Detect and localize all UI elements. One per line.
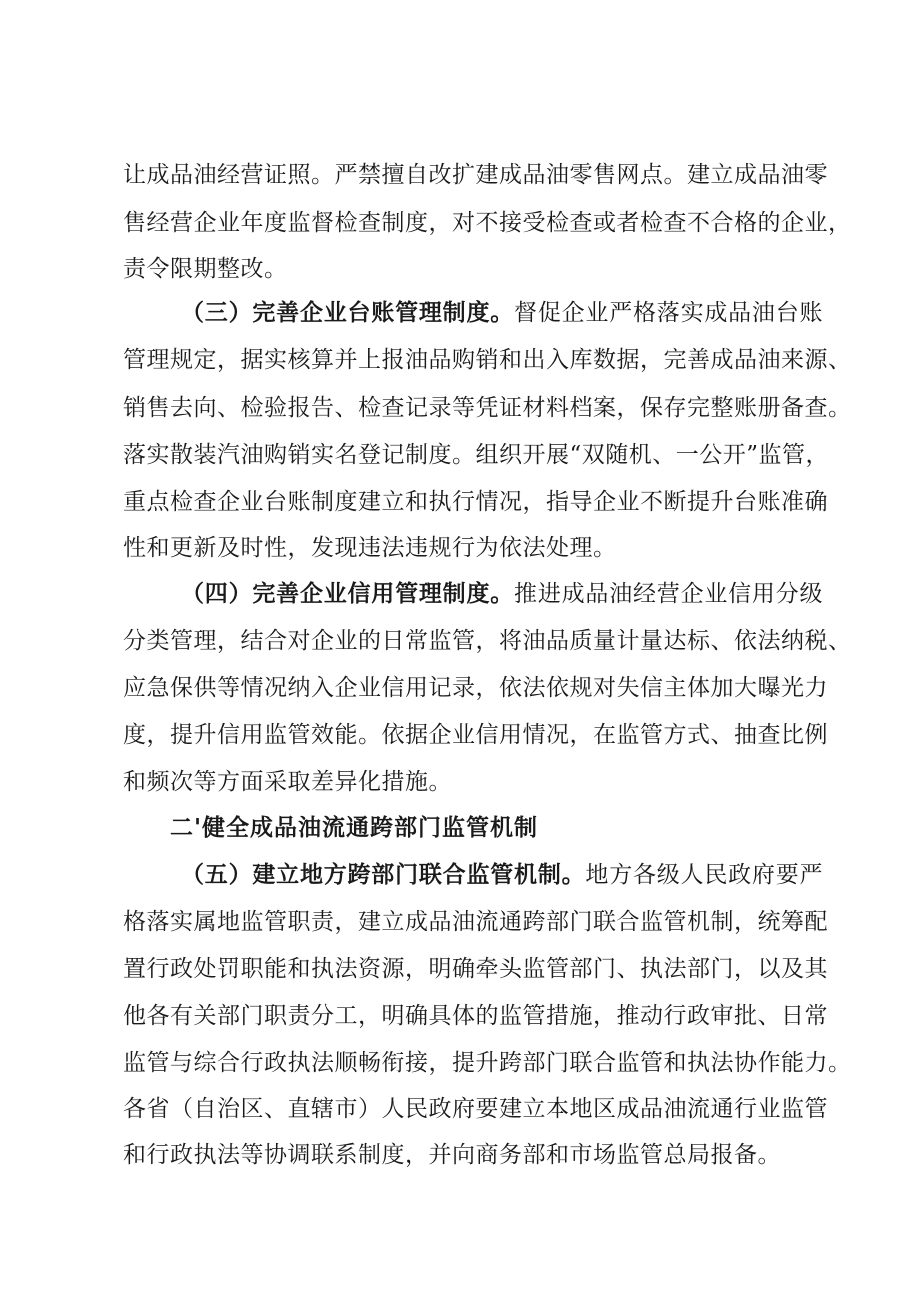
paragraph-line: 让成品油经营证照。严禁擅自改扩建成品油零售网点。建立成品油零 — [123, 162, 828, 188]
paragraph-line: 性和更新及时性，发现违法违规行为依法处理。 — [123, 535, 617, 561]
paragraph-line: 分类管理，结合对企业的日常监管，将油品质量计量达标、依法纳税、 — [123, 628, 852, 654]
paragraph-text: 推进成品油经营企业信用分级 — [514, 581, 824, 607]
paragraph-line: 应急保供等情况纳入企业信用记录，依法依规对失信主体加大曝光力 — [123, 675, 828, 701]
paragraph-line: 和频次等方面采取差异化措施。 — [123, 769, 452, 795]
paragraph-line: 度，提升信用监管效能。依据企业信用情况，在监管方式、抽查比例 — [123, 722, 828, 748]
paragraph-heading: （三）完善企业台账管理制度。 — [181, 299, 515, 326]
paragraph-text: 地方各级人民政府要严 — [585, 862, 824, 888]
section-heading: 二'健全成品油流通跨部门监管机制 — [170, 814, 539, 841]
paragraph-line: 重点检查企业台账制度建立和执行情况，指导企业不断提升台账准确 — [123, 489, 828, 515]
paragraph-line: 各省（自治区、直辖市）人民政府要建立本地区成品油流通行业监管 — [123, 1096, 828, 1122]
paragraph-line: 置行政处罚职能和执法资源，明确牵头监管部门、执法部门，以及其 — [123, 956, 828, 982]
paragraph-line: 管理规定，据实核算并上报油品购销和出入库数据，完善成品油来源、 — [123, 347, 852, 373]
paragraph-heading: （五）建立地方跨部门联合监管机制。 — [181, 861, 586, 888]
paragraph-line: 责令限期整改。 — [123, 256, 288, 282]
paragraph-line: 落实散装汽油购销实名登记制度。组织开展“双随机、一公开”监管， — [123, 442, 830, 468]
paragraph-first-line — [123, 574, 823, 614]
paragraph-text: 督促企业严格落实成品油台账 — [514, 300, 824, 326]
paragraph-line: 和行政执法等协调联系制度，并向商务部和市场监管总局报备。 — [123, 1142, 781, 1168]
paragraph-first-line — [123, 855, 823, 895]
paragraph-first-line — [123, 293, 823, 333]
paragraph-line: 售经营企业年度监督检查制度，对不接受检查或者检查不合格的企业， — [123, 210, 852, 236]
paragraph-heading: （四）完善企业信用管理制度。 — [181, 580, 515, 607]
paragraph-line: 销售去向、检验报告、检查记录等凭证材料档案，保存完整账册备查。 — [123, 395, 852, 421]
paragraph-line: 监管与综合行政执法顺畅衔接，提升跨部门联合监管和执法协作能力。 — [123, 1050, 852, 1076]
paragraph-line: 他各有关部门职责分工，明确具体的监管措施，推动行政审批、日常 — [123, 1003, 828, 1029]
paragraph-line: 格落实属地监管职责，建立成品油流通跨部门联合监管机制，统筹配 — [123, 909, 828, 935]
